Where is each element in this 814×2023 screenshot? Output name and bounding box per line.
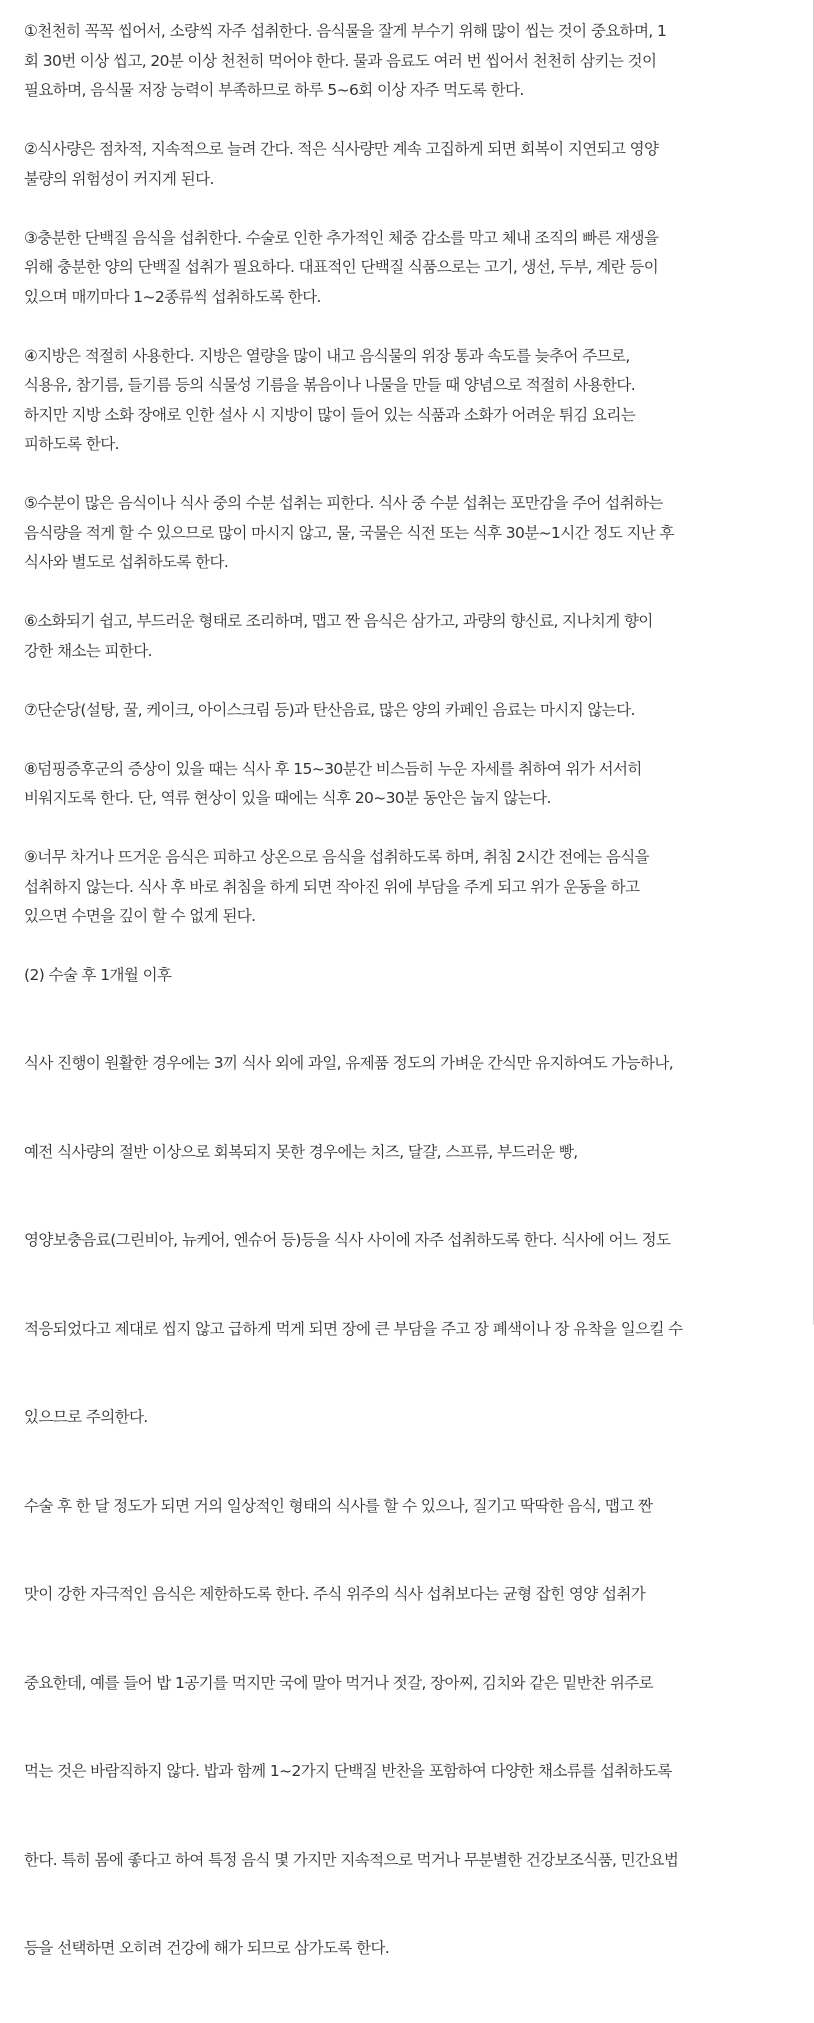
text-line: ⑦단순당(설탕, 꿀, 케이크, 아이스크림 등)과 탄산음료, 많은 양의 카페인 음료는 마시지 않는다. bbox=[24, 700, 635, 719]
text-line: 피하도록 한다. bbox=[24, 435, 119, 453]
text-line: 한다. 특히 몸에 좋다고 하여 특정 음식 몇 가지만 지속적으로 먹거나 무분별한 건강보조식품, 민간요법 bbox=[24, 1850, 679, 1869]
text-line: 하지만 지방 소화 장애로 인한 설사 시 지방이 많이 들어 있는 식품과 소화가 어려운 튀김 요리는 bbox=[24, 405, 636, 424]
text-line: 등을 선택하면 오히려 건강에 해가 되므로 삼가도록 한다. bbox=[24, 1939, 390, 1957]
text-line: 예전 식사량의 절반 이상으로 회복되지 못한 경우에는 치즈, 달걀, 스프류, 부드러운 빵, bbox=[24, 1142, 578, 1161]
text-line: ④지방은 적절히 사용한다. 지방은 열량을 많이 내고 음식물의 위장 통과 속도를 늦추어 주므로, bbox=[24, 346, 630, 365]
text-line: 먹는 것은 바람직하지 않다. 밥과 함께 1~2가지 단백질 반찬을 포함하여 다양한 채소류를 섭취하도록 bbox=[24, 1762, 672, 1780]
text-line: 수술 후 한 달 정도가 되면 거의 일상적인 형태의 식사를 할 수 있으나, 질기고 딱딱한 음식, 맵고 짠 bbox=[24, 1496, 653, 1515]
text-line: 비워지도록 한다. 단, 역류 현상이 있을 때에는 식후 20~30분 동안은 눕지 않는다. bbox=[24, 789, 551, 807]
document-body bbox=[24, 0, 786, 2023]
diet-guideline-9 bbox=[24, 843, 786, 932]
text-line: 필요하며, 음식물 저장 능력이 부족하므로 하루 5~6회 이상 자주 먹도록 한다. bbox=[24, 81, 524, 99]
text-line: 영양보충음료(그린비아, 뉴케어, 엔슈어 등)등을 식사 사이에 자주 섭취하도록 한다. 식사에 어느 정도 bbox=[24, 1231, 671, 1249]
text-line: ⑧덤핑증후군의 증상이 있을 때는 식사 후 15~30분간 비스듬히 누운 자세를 취하여 위가 서서히 bbox=[24, 759, 642, 778]
diet-guideline-2 bbox=[24, 135, 786, 194]
diet-guideline-8 bbox=[24, 755, 786, 814]
text-line: 식사 진행이 원활한 경우에는 3끼 식사 외에 과일, 유제품 정도의 가벼운 간식만 유지하여도 가능하나, bbox=[24, 1054, 674, 1072]
text-line: 음식량을 적게 할 수 있으므로 많이 마시지 않고, 물, 국물은 식전 또는 식후 30분~1시간 정도 지난 후 bbox=[24, 523, 674, 542]
text-line: 식사와 별도로 섭취하도록 한다. bbox=[24, 553, 229, 571]
diet-guideline-1 bbox=[24, 17, 786, 106]
text-line: 섭취하지 않는다. 식사 후 바로 취침을 하게 되면 작아진 위에 부담을 주게 되고 위가 운동을 하고 bbox=[24, 877, 640, 896]
diet-guideline-5 bbox=[24, 489, 786, 578]
text-line: 강한 채소는 피한다. bbox=[24, 641, 152, 660]
text-line: 적응되었다고 제대로 씹지 않고 급하게 먹게 되면 장에 큰 부담을 주고 장 폐색이나 장 유착을 일으킬 수 bbox=[24, 1319, 683, 1338]
text-line: 맛이 강한 자극적인 음식은 제한하도록 한다. 주식 위주의 식사 섭취보다는 균형 잡힌 영양 섭취가 bbox=[24, 1585, 646, 1603]
section-heading bbox=[24, 959, 786, 991]
diet-guideline-6 bbox=[24, 607, 786, 666]
text-line: ③충분한 단백질 음식을 섭취한다. 수술로 인한 추가적인 체중 감소를 막고 체내 조직의 빠른 재생을 bbox=[24, 228, 659, 247]
text-line: ②식사량은 점차적, 지속적으로 늘려 간다. 적은 식사량만 계속 고집하게 되면 회복이 지연되고 영양 bbox=[24, 140, 659, 158]
text-line: 식용유, 참기름, 들기름 등의 식물성 기름을 볶음이나 나물을 만들 때 양념으로 적절히 사용한다. bbox=[24, 376, 636, 394]
section-heading-text: (2) 수술 후 1개월 이후 bbox=[24, 965, 172, 984]
text-line: 불량의 위험성이 커지게 된다. bbox=[24, 169, 214, 188]
text-line: 있으며 매끼마다 1~2종류씩 섭취하도록 한다. bbox=[24, 287, 321, 306]
section-body bbox=[24, 990, 786, 2023]
diet-guideline-3 bbox=[24, 224, 786, 313]
text-line: 있으므로 주의한다. bbox=[24, 1408, 148, 1426]
text-line: 회 30번 이상 씹고, 20분 이상 천천히 먹어야 한다. 물과 음료도 여러 번 씹어서 천천히 삼키는 것이 bbox=[24, 51, 657, 70]
text-line: 있으면 수면을 깊이 할 수 없게 된다. bbox=[24, 907, 256, 925]
diet-guideline-7 bbox=[24, 696, 786, 726]
text-line: 중요한데, 예를 들어 밥 1공기를 먹지만 국에 말아 먹거나 젓갈, 장아찌, 김치와 같은 밑반찬 위주로 bbox=[24, 1673, 653, 1692]
text-line: ①천천히 꼭꼭 씹어서, 소량씩 자주 섭취한다. 음식물을 잘게 부수기 위해 많이 씹는 것이 중요하며, 1 bbox=[24, 22, 667, 40]
text-line: 위해 충분한 양의 단백질 섭취가 필요하다. 대표적인 단백질 식품으로는 고기, 생선, 두부, 계란 등이 bbox=[24, 258, 659, 276]
text-line: ⑤수분이 많은 음식이나 식사 중의 수분 섭취는 피한다. 식사 중 수분 섭취는 포만감을 주어 섭취하는 bbox=[24, 494, 663, 512]
diet-guideline-4 bbox=[24, 342, 786, 460]
text-line: ⑨너무 차거나 뜨거운 음식은 피하고 상온으로 음식을 섭취하도록 하며, 취침 2시간 전에는 음식을 bbox=[24, 848, 649, 866]
text-line: ⑥소화되기 쉽고, 부드러운 형태로 조리하며, 맵고 짠 음식은 삼가고, 과량의 향신료, 지나치게 향이 bbox=[24, 612, 653, 630]
